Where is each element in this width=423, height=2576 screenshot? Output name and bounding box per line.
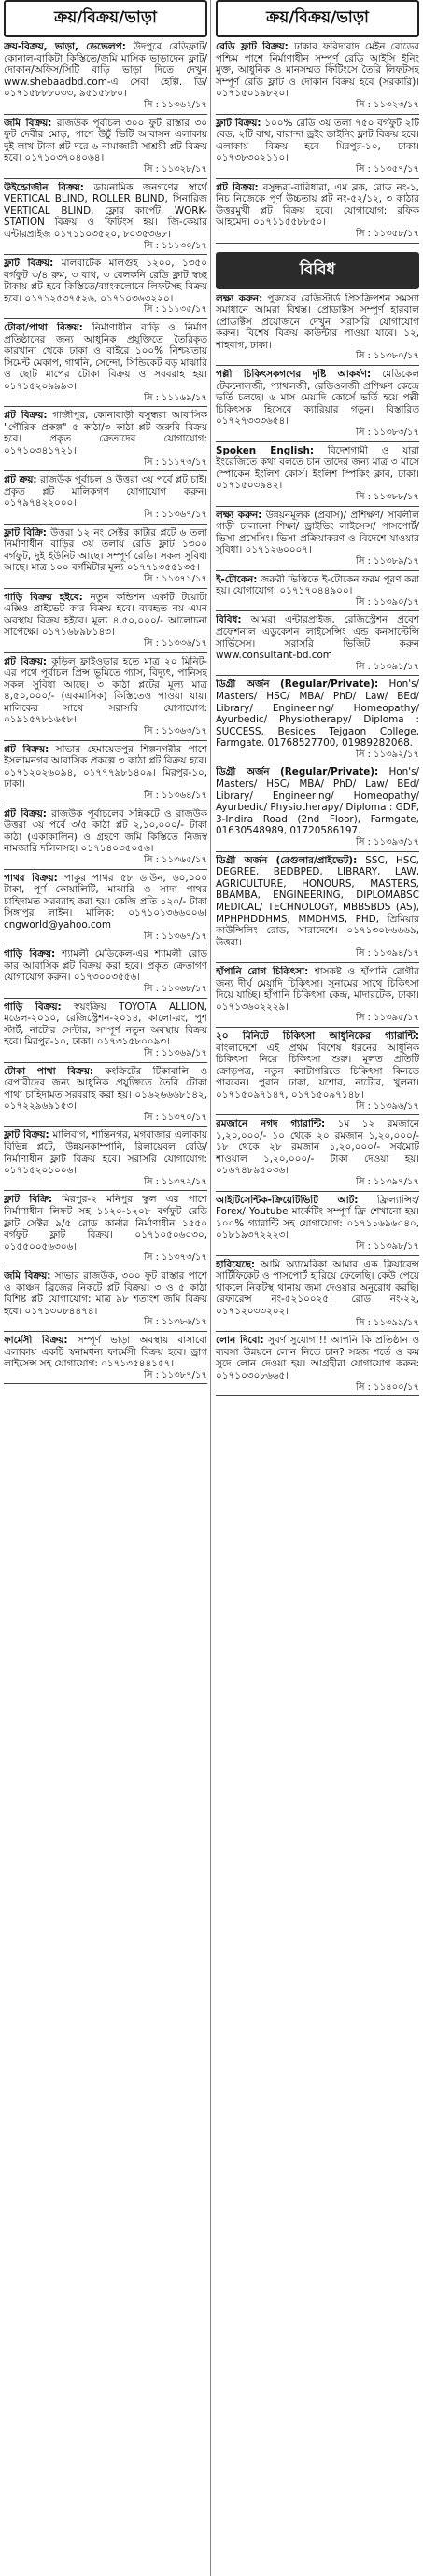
ad-title: টোকা/পাথা বিক্রয়: (4, 322, 83, 334)
ad-title: ফ্লাট বিক্রি: (4, 526, 47, 539)
classified-ad (216, 293, 419, 370)
ad-divider (216, 851, 419, 852)
classified-ad (216, 1118, 419, 1195)
classified-ad (216, 41, 419, 118)
classified-ad (4, 656, 207, 744)
classified-list-right-top (216, 41, 419, 246)
ad-code: সি : ১১৩৬৩/১৭ (143, 726, 207, 737)
ad-divider (4, 1126, 207, 1127)
ad-code: সি : ১১৩৯১/১৭ (355, 661, 419, 672)
ad-code: সি : ১১৩৯৬/১৭ (355, 1100, 419, 1112)
ad-body: ফ্রিল্যান্সিং/ Forex/ Youtube মার্কেটিং সম্পূর্ণ ফ্রি শেখানো হয়। ১০০% গ্যারান্টি সহ যোগাযোগ: ০১৭১১৬৯৬০৪০, ০১৮১৯৩৭২২২৩। (216, 1194, 419, 1241)
ad-body: বসুন্ধরা-বারিধারা, এম ব্লক, রোড নং-১, নিচ নিজেকে পূর্ণ উচ্চতায় প্লট নং-৫২/১২, ৩ কাঠার উত্তরমুখী প্লট বিক্রয় হবে। যোগাযোগ: রফিক আহমেদ। ০১৭১১৫৫৮৮৫০। (216, 181, 419, 229)
ad-divider (216, 506, 419, 507)
ad-title: আইটিসেন্টিক-ক্রিয়েটিভিটি আর্ট: (216, 1194, 359, 1206)
ad-code: সি : ১১৩৯৪/১৭ (355, 948, 419, 959)
ad-divider (4, 1062, 207, 1063)
ad-divider (216, 1395, 419, 1396)
ad-divider (216, 675, 419, 676)
ad-body: বিদেশগামী ও যারা ইংরেজিতে কথা বলতে চান তাদের জন্য মাত্র ৩ মাসে স্পোকেন ইংলিশ কোর্স। ইংলিশ স্পিকিং ক্লাব, ঢাকা। ০১৭১৫০৩৯৪২। (216, 444, 419, 492)
ad-code: সি : ১১৩৫৭/১৭ (355, 163, 419, 175)
ad-divider (216, 1191, 419, 1192)
ad-title: উইন্ডোজীন বিক্রয়: (4, 181, 84, 193)
ad-title: ই-টোকেন: (216, 573, 258, 585)
ad-code: সি : ১১৩৯২/১৭ (355, 749, 419, 760)
ad-divider (216, 1331, 419, 1332)
classified-ad (4, 873, 207, 949)
ad-title: লক্ষ্য করুন: (216, 292, 263, 304)
ad-code: সি : ১১৩৯৫/১৭ (355, 1013, 419, 1024)
ad-code: সি : ১১৩৬৪/১৭ (143, 791, 207, 802)
classified-ad (4, 1066, 207, 1130)
ad-title: গাড়ি বিক্রয়: (4, 948, 56, 960)
section-header-misc: বিবিধ (216, 252, 419, 289)
classified-ad (216, 855, 419, 966)
ad-title: ফ্লাট বিক্রি: (4, 1194, 52, 1206)
classified-ad (4, 322, 207, 410)
ad-title: প্লট বিক্রয়: (4, 655, 47, 667)
classified-ad (4, 182, 207, 259)
ad-title: বিবিধ: (216, 614, 242, 626)
classified-ad (216, 574, 419, 615)
classified-ad (216, 966, 419, 1030)
classified-ad (4, 1335, 207, 1387)
ad-divider (4, 318, 207, 319)
ad-code: সি : ১১৩৯৯/১৭ (355, 1317, 419, 1328)
right-column (216, 0, 419, 2576)
classified-ad (4, 1270, 207, 1335)
ad-divider (216, 1114, 419, 1115)
ad-body: রাজউক পূর্বাচল ও উত্তরা ৩য় পর্বে প্লট চাই। প্রকৃত প্লট মালিকগণ যোগাযোগ করুন। ০১৭৯৭৪২২০০০। (4, 474, 207, 510)
ad-code: সি : ১১১৭৩/১৭ (143, 456, 207, 468)
ad-body: মেডিকেল টেকনোলজী, প্যাথলজী, রেডিওলজী প্রশিক্ষণ কেন্দ্রে ভর্তি চলছে। ৬ মাস মেয়াদি কোর্সে ভর্তি হয়ে পল্লী চিকিৎসক হিসেবে ক্যারিয়ার গড়ুন। বিস্তারিত ০১৭২৭৩৩৩৬৫৪। (216, 369, 419, 427)
ad-title: ফার্মেসী বিক্রয়: (4, 1334, 68, 1346)
classified-ad (216, 614, 419, 679)
ad-title: প্লট ক্রয়: (4, 474, 37, 486)
column-divider (210, 0, 211, 2576)
ad-code: সি : ১১৩২৩/১৭ (355, 99, 419, 110)
ad-code: সি : ১১৩৬৯/১৭ (143, 1047, 207, 1058)
ad-code: সি : ১১৩৫৮/১৭ (355, 228, 419, 239)
classified-ad (4, 744, 207, 808)
ad-divider (4, 1383, 207, 1384)
ad-code: সি : ১১৩৬৭/১৭ (143, 931, 207, 942)
ad-body: কুড়িল ফ্লাইওভার হতে মাত্র ২০ মিনিট-এর পথে পূর্বাচল প্রিন্স ভূমিতে গ্যাস, বিদ্যুৎ, পানিসহ সকল সুবিধা আছে। ৩ কাঠা প্লটের মূল্য মাত্র ৪,৫০,০০০/- (একমাসিক) কিস্তিতেও পাওয়া যায়। মালিকের সাথে সরাসরি যোগাযোগ: ০১৯১৫৭৮১৬৫৮। (4, 655, 207, 726)
ad-code: সি : ১১৩৬৫/১৭ (143, 855, 207, 865)
classified-ad (216, 369, 419, 445)
ad-title: জমি বিক্রয়: (4, 117, 52, 129)
classified-ad (4, 1001, 207, 1066)
classified-ad (216, 182, 419, 246)
ad-code: সি : ১১৩৯০/১৭ (355, 596, 419, 608)
ad-divider (4, 998, 207, 999)
ad-code: সি : ১১৩৯৮/১৭ (355, 1241, 419, 1253)
ad-title: গাড়ি বিক্রয় হইবে: (4, 591, 83, 603)
classified-list-misc (216, 293, 419, 1400)
ad-title: গাড়ি বিক্রয়: (4, 1001, 62, 1013)
ad-code: সি : ১১৩৩৬/১৭ (143, 637, 207, 649)
ad-body: শ্যামলী মেডিকেল-এর শ্যামলী রোড কার আবাসিক প্লট বিক্রয় করা হবে। প্রকৃত ক্রেতাগণ যোগাযোগ করুন। ০১৭৩০০৩৫৫৬। (4, 948, 207, 984)
ad-body: ১ম ১২ রমজানে ১,২০,০০০/- ১০ থেকে ২০ রমজান ১,২০,০০০/- ১৮ থেকে ২৮ রমজান ১,২০,০০০/- সর্বমোট শাওয়াল ১,২০,০০০/- টাকা দেওয়া হয়। ০১৬৭৪৮৯৫০৩৬। (216, 1118, 419, 1177)
ad-code: সি : ১১৩৭০/১৭ (143, 1112, 207, 1123)
ad-body: ঢাকার ফরিদাবাদ মেইন রোডের পশ্চিম পাশে নির্মাণাধীন সম্পূর্ণ রেডি আইসি ইনিং মুক্ত, আধুনিক ও মানসম্মত ফিটিংসে তৈরি লিফটসহ সম্পূর্ণ রেডি ফ্লাট ও দোকান বিক্রয় হবে (সরকারি)। ০১৭১৫০১৯৮২০। (216, 41, 419, 100)
ad-body: সম্পূর্ণ ভাড়া অবস্থায় বাসাবো এলাকায় একটি স্বনামধন্য ফার্মেসী বিক্রয় হবে। ড্রাগ লাইসেন্স সহ যোগাযোগ: ০১৭১৩৫৪৪১৫৭। (4, 1334, 207, 1370)
classified-ad (216, 679, 419, 766)
ad-title: লোন দিবো: (216, 1335, 264, 1347)
ad-body: মালবাটেক মালগুহ ১২০০, ১৩৫০ বর্গফুট ৩/৪ রুম, ৩ বাথ, ৩ বেলকনি রেডি ফ্লাট স্বচ্ছ টাকায় প্লট হবে কিস্তিতে/ব্যাংকলোনে লিফটসহ বিক্রয় হবে। ০১৭১২৫৩৭৫২৬, ০১৭১০৩৬৩২২০। (4, 258, 207, 304)
ad-body: SSC, HSC, DEGREE, BEDBPED, LIBRARY, LAW, AGRICULTURE, HONOURS, MASTERS, BBAMBA, ENGINEERING, DIPLOMABSC MEDICAL/ TECHNOLOGY, MBBSBDS (AS), MPHPHDDHMS, MMDHMS, PHD, প্রিমিয়ার কাউন্সিলিং রোড, সারাদেশে। ০১৭১৩০৮৬৬৬৯, উত্তরা। (216, 854, 419, 948)
ad-divider (4, 406, 207, 407)
classified-ad (216, 445, 419, 510)
ad-body: Hon's/ Masters/ HSC/ MBA/ PhD/ Law/ BEd/ Library/ Engineering/ Homeopathy/ Ayurbedic/ Physiotherapy/ Diploma : SUCCESS, Besides Tejgaon College, Farmgate. 01768527700, 01989282068. (216, 679, 419, 749)
ad-code: সি : ১১৩২৮/১৭ (143, 163, 207, 175)
ad-body: সাভার হেমায়েতপুর শিল্পনগরীর পাশে ইসলামনগর আবাসিক প্রকল্পে ৩ কাঠা প্লট বিক্রয় হবে। ০১৭১২০২৬০৯৪, ০১৭৭৭৯৮১৪০৯। মিরপুর-১০, ঢাকা। (4, 743, 207, 791)
ad-code: সি : ১১৩৭৩/১৭ (143, 1253, 207, 1264)
classified-ad (216, 1335, 419, 1399)
ad-title: প্লট বিক্রয়: (216, 181, 259, 193)
ad-body: নতুন কন্ডিশন একটি টয়োটা এক্সিও প্রাইভেট কার বিক্রয় হবে। ব্যবহৃত নয় এমন অবস্থায় বিক্রয় হইবে। মূল্য ৪,৫০,০০০/- আলোচনা সাপেক্ষে। ০১৭১৬৮৯৮১৪৩। (4, 591, 207, 638)
ad-title: ফ্লাট বিক্রয়: (216, 117, 261, 129)
classified-ad (216, 1259, 419, 1336)
ad-divider (216, 365, 419, 366)
classified-list-left (4, 41, 207, 1387)
ad-title: ক্রয়-বিক্রয়, ভাড়া, ডেভেলপ: (4, 41, 126, 52)
classified-ad (4, 948, 207, 1001)
ad-title: ২০ মিনিটে চিকিৎসা আধুনিকের গ্যারান্টি: (216, 1029, 419, 1042)
classified-ad (4, 592, 207, 656)
ad-code: সি : ১১৩৮৬/১৭ (143, 1317, 207, 1328)
ad-divider (216, 178, 419, 179)
ad-title: প্লট বিক্রয়: (4, 410, 48, 422)
ad-body: মালিবাগ, শান্তিনগর, মগবাজার এলাকায় বিভিন্ন প্লটে, উন্নয়নকাম্পানি, রিলায়েবল রেডি/নির্মাণাধীন ফ্লাট বিক্রয় হবে। সরাসরি যোগাযোগ: ০১৭১৫২০১০০৬। (4, 1129, 207, 1177)
ad-body: শ্বাসকষ্ট ও হাঁপানি রোগীর জন্য দীর্ঘ মেয়াদি চিকিৎসা। সুনামের সাথে চিকিৎসা দিয়ে যাচ্ছি। হাঁপানি চিকিৎসা কেন্দ্র, মাদারটেক, ঢাকা। ০১৭১৩৬০২২২৯। (216, 965, 419, 1013)
ad-divider (4, 470, 207, 471)
ad-divider (4, 1331, 207, 1332)
classified-ad (216, 118, 419, 182)
ad-body: রাজউক পূর্বাচল ৩০০ ফুট রাস্তার ৩০ ফুট দেবীর মোড়, পাশে উচুঁ ভিটি আবাসন এলাকায় দুই লাখ টাকা প্লট দরে ৬ নামাজারী সাশ্রয়ী প্লট বিক্রয় হবে। ০১৭১০৩৭০৪০৬৪। (4, 117, 207, 164)
ad-body: Hon's/ Masters/ HSC/ MBA/ PhD/ Law/ BEd/ Library/ Engineering/ Homeopathy/ Ayurbedic/ Physiotherapy/ Diploma : GDF, 3-Indira Road (2nd Floor), Farmgate, 01630548989, 01720586197. (216, 766, 419, 837)
classified-ad (4, 1194, 207, 1270)
ad-divider (216, 243, 419, 244)
ad-code: সি : ১১৩৬৮/১৭ (143, 983, 207, 994)
classified-ad (216, 1195, 419, 1259)
ad-body: মিরপুর-২ মনিপুর স্কুল এর পাশে নির্মাণাধীন লিফট সহ ১১২০-১২০৮ বর্গফুট রেডি ফ্লাট সেক্টর ৯/৫ রোড কার্নার নির্মাণাধীন ১৫৫০ বর্গফুট ফ্লাট বিক্রয়। ০১৭১০৫০৬০৩০, ০১৫৫০০৫৬৩০৬। (4, 1194, 207, 1253)
ad-body: জরুরী ভিত্তিতে ই-টোকেন ফরম পূরণ করা হয়। যোগাযোগ: ০১৭১৭০৪৪৯০০। (216, 573, 419, 597)
ad-code: সি : ১১১৩০/১৭ (143, 240, 207, 251)
ad-title: জমি বিক্রয়: (4, 1270, 51, 1281)
ad-body: ডায়নামিক জনগণের স্বার্থে VERTICAL BLIND, ROLLER BLIND, সিনারিজ VERTICAL BLIND, ফ্লোর কার্পেট, WORK-STATION বিক্রয় ও ফিটিংস হয়। জি-কেয়ার এন্টারপ্রাইজ ০১৭১১০৩৫২০, ৮০৩৫৩৬৮। (4, 181, 207, 240)
classified-ad (4, 1129, 207, 1194)
ad-code: সি : ১১৩৮০/১৭ (355, 351, 419, 362)
ad-code: সি : ১১৩৬৭/১৭ (143, 509, 207, 520)
ad-code: সি : ১১৩৭২/১৭ (143, 1176, 207, 1187)
ad-divider (4, 869, 207, 870)
section-header-buy-sell-rent: ক্রয়/বিক্রয়/ভাড়া (4, 0, 207, 37)
ad-code: সি : ১১৩৬২/১৭ (143, 99, 207, 110)
ad-title: লক্ষ্য করুন: (216, 509, 262, 521)
classified-ad (216, 766, 419, 854)
ad-divider (216, 1027, 419, 1028)
ad-title: রমজানে নগদ গ্যারান্টি: (216, 1118, 326, 1130)
ad-divider (216, 962, 419, 963)
ad-body: উদপুরে রেডিফ্লাট/কোনাল-বাকিটা কিস্তিতে/জমি মাসিক ভাড়াদেন ফ্লাট/দোকান/অফিস/সিটি বাড়ি ভাড়া দিতে দেখুন www.shebaadbd.com-এ সেবা হেল্পি. ডি/ ০১৭১৫৮৮৮০৩৩, ৯৫১৫৮৮০। (4, 41, 207, 100)
ad-code: সি : ১১৩৮৯/১৭ (355, 555, 419, 567)
ad-divider (4, 588, 207, 589)
ad-divider (4, 740, 207, 741)
classified-ad (4, 808, 207, 873)
ad-body: আমরা এন্টারপ্রাইজ, রেজিস্ট্রেশন প্রবেশ প্রফেশনাল এডুকেশন লাইসেন্সিং এন্ড কনসাল্টেন্সি সার্ভিসেস। সরাসরি ভিজিট করুন www.consultant-bd.com (216, 614, 419, 662)
ad-body: গাজীপুর, কোনাবাড়ী বসুন্ধরা আবাসিক "গৌরিক প্রকল্প" ৫ কাঠা/৩ কাঠা প্লট জরুরি বিক্রয় হবে। প্রকৃত ক্রেতাদের যোগাযোগ: ০১৭১০৩৪১৭২১। (4, 410, 207, 456)
classified-ad (4, 527, 207, 592)
classified-ad (4, 258, 207, 322)
ad-title: ডিগ্রী অর্জন (Regular/Private): (216, 679, 379, 691)
ad-title: Spoken English: (216, 444, 315, 456)
ad-body: পুরুষের রেজিস্টার্ড প্রিসক্রিপশন সমস্যা সমাধানে আমরা বিশ্বস্ত। প্রোডাক্টস সম্পূর্ণ হারবাল প্রোডাক্টস প্রয়োজনে দেখুন সরাসরি যোগাযোগ করুন। বিশেষ বিক্রয় কাউন্টার পাওয়া যাবে। ১২, শাহবাগ, ঢাকা। (216, 292, 419, 351)
ad-divider (4, 178, 207, 179)
ad-body: নির্মাণাধীন বাড়ি ও নির্মাণ প্রতিষ্ঠানের জন্য আধুনিক প্রযুক্তিতে তৈরিকৃত কারখানা থেকে ঢাকা ও বাইরে ১০০% নিশ্চয়তায় সিমেন্ট মেকাপ, গাথনি, সেন্দো, সিন্ডিকেট বড় মাঝারি ও ছোট মাপের টোকা বিক্রয় ও সরবরাহ হয়। ০১৭১৫২০৯৯৯৩। (4, 322, 207, 393)
ad-code: সি : ১১১৬৯/১৭ (143, 392, 207, 403)
ad-divider (216, 114, 419, 115)
ad-title: হারিয়েছে: (216, 1258, 256, 1270)
ad-title: ডিগ্রী অর্জন (Regular/Private): (216, 766, 379, 778)
ad-title: প্লট বিক্রয়: (4, 807, 47, 819)
classified-ad (216, 1030, 419, 1118)
ad-title: ফ্লাট বিক্রয়: (4, 258, 54, 270)
ad-body: সাভার রাজউক, ৩০০ ফুট রাস্তার পাশে ও কাঞ্চন ব্রিজের নিকটে প্লট বিক্রয়। ৩ ও ৫ কাঠা বিশিষ্ট প্লট যোগাযোগ: মাত্র ৯৮ শতাংশ জমি বিক্রয় হবে। ০১৭১৩০৮৪৪৭৪। (4, 1270, 207, 1317)
ad-divider (4, 114, 207, 115)
ad-code: সি : ১১৩৮৮/১৭ (355, 492, 419, 502)
ad-body: আমি অ্যামেরিকা আমার এক ক্লিয়ারেন্স সার্টিফিকেট ও পাসপোর্ট হারিয়ে ফেলেছি। কেউ পেয়ে থাকলে নিকটস্থ থানায় জমা দেওয়ার অনুরোধ করছি। রেফারেন্স নং-৫২১০০২৫। রোড নং-২২, ০১৭১২০৩৩২০২। (216, 1258, 419, 1317)
ad-divider (216, 570, 419, 571)
left-column (4, 0, 207, 2576)
ad-divider (4, 652, 207, 653)
classified-ad (4, 118, 207, 182)
ad-title: হাঁপানি রোগ চিকিৎসা: (216, 965, 309, 977)
ad-divider (4, 254, 207, 255)
classified-ad (4, 474, 207, 526)
ad-code: সি : ১১৩৯৩/১৭ (355, 837, 419, 848)
ad-title: টোকা পাথা বিক্রয়: (4, 1065, 93, 1077)
classified-ad (4, 410, 207, 474)
ad-divider (216, 1255, 419, 1256)
ad-title: পাথর বিক্রয়: (4, 872, 58, 884)
ad-code: সি : ১১৩৯৭/১৭ (355, 1177, 419, 1188)
ad-body: উন্নয়নমূলক (প্রবাস)/ প্রশিক্ষণ/ সাবলীল গাড়ী চালানো শিক্ষা/ ড্রাইভিং লাইসেন্স/ পাসপোর্ট/ ভিসা প্রসেসিং। ভিসা প্রক্রিয়াকরণ ও বিদেশে যাওয়ার সুবিধা। ০১৭১২৬০০০৭। (216, 509, 419, 556)
ad-code: সি : ১১৩৮৭/১৭ (143, 1369, 207, 1380)
ad-body: স্বয়ংক্রিয় TOYOTA ALLION, মডেল-২০১০, রেজিস্ট্রেশন-২০১৪, কালো-রং, পুশ স্টার্ট, নাটোর সেন্টার, সম্পূর্ণ নতুন অবস্থায় বিক্রয় হবে। মিরপুর-১০, ঢাকা। ০১৭৩১৫৮০০৯৩। (4, 1001, 207, 1048)
ad-divider (4, 524, 207, 525)
ad-body: উত্তরা ১২ নং সেক্টর কাটার প্লটে ৬ তলা নির্মাণাধীন বাড়ির ৩য় তলায় রেডি ফ্লাট ১৩০০ বর্গফুট, দুই ইউনিট আছে। সম্পূর্ণ রেডি। সকল সুবিধা আছে। মাত্র ১০০ বর্গমিটার মূল্য ০১৭৭১৩৫৫১৩৫। (4, 526, 207, 574)
ad-body: ১০০% রেডি ৩য় তলা ৭৫০ বর্গফুট ২টি বেড, ২টি বাথ, বারান্দা ড্রইং ডাইনিং ফ্লাট বিক্রয় হবে। এলাকায় বিক্রয় হবে মিরপুর-১০, ঢাকা। ০১৭৩৮৩০২১১০। (216, 117, 419, 164)
ad-title: প্লট বিক্রয়: (4, 743, 49, 755)
section-header-buy-sell-rent-right: ক্রয়/বিক্রয়/ভাড়া (216, 0, 419, 37)
ad-body: বাংলাদেশে এই প্রথম বিশেষ ধরনের আধুনিক চিকিৎসা নিয়ে চিকিৎসা শুরু। মূলত প্রতিটি ক্রোড়পত্র, নতুন ক্যাটাগরিতে চিকিৎসা কিনতে পারবেন। পুরান ঢাকা, যশোর, নাটোর, খুলনা। ০১৭১৫০৯৭১৪৭, ০১৭১৫০৯৭১৪৮। (216, 1042, 419, 1100)
ad-code: সি : ১১৪০০/১৭ (355, 1381, 419, 1393)
ad-divider (4, 1190, 207, 1191)
ad-divider (216, 610, 419, 611)
ad-title: রেডি ফ্লাট বিক্রয়: (216, 41, 289, 52)
ad-title: পল্লী চিকিৎসকগণের দৃষ্টি আকর্ষণ: (216, 369, 372, 381)
ad-code: সি : ১১১৩৫/১৭ (143, 304, 207, 315)
ad-code: সি : ১১৩৭১/১৭ (143, 573, 207, 584)
ad-body: পাকুর পাথর ৫৮ ডাউন, ৬০,০০০ টাকা, পূর্ণ কোয়ালিটি, মাঝারি ও সাদা পাথর চাহিদামত সরবরাহ করা হয়। কেজি প্রতি ১২০/- টাকা সিঙ্গাপুর লাইন। মালিক: ০১৭১০১৩৬৬০০৬। cngworld@yahoo.com (4, 872, 207, 931)
ad-body: রাজউক পূর্বাচলের সন্নিকটে ও রাজউক উত্তরা ৩য় পর্বে ৩/৫ কাঠা প্লট ২,১০,০০০/- টাকা কাঠা (একাকালিন) ও গ্রহণে জমি কিস্তিতে নিজস্ব নামজারি দলিলসহ। ০১৭১৪০৩৫০৫৬। (4, 807, 207, 855)
ad-body: সুবর্ণ সুযোগ!!! আপনি কি প্রতিষ্ঠান ও ব্যবসা উন্নয়নে লোন নিতে চান? সহজ শর্তে ও কম সুদে লোন দেওয়া হয়। আগ্রহীরা যোগাযোগ করুন: ০১৭১০৩০৮৬৬৫। (216, 1335, 419, 1381)
ad-body: কংক্রিটের টিকাবালি ও বেপারীদের জন্য আধুনিক প্রযুক্তিতে তৈরি টোকা পাথা চাহিদামত সরবরাহ করা হয়। ০১৬২৬৬৬৮১৪২, ০১৭২২৯৬৯১৫৩। (4, 1065, 207, 1113)
classified-ad (4, 41, 207, 118)
ad-divider (216, 441, 419, 442)
ad-title: ফ্লাট বিক্রয়: (4, 1129, 49, 1141)
ad-code: সি : ১১৩৮৩/১৭ (355, 427, 419, 439)
ad-title: ডিগ্রী অর্জন (রেগুলার/প্রাইভেট): (216, 854, 358, 866)
classified-ad (216, 510, 419, 574)
